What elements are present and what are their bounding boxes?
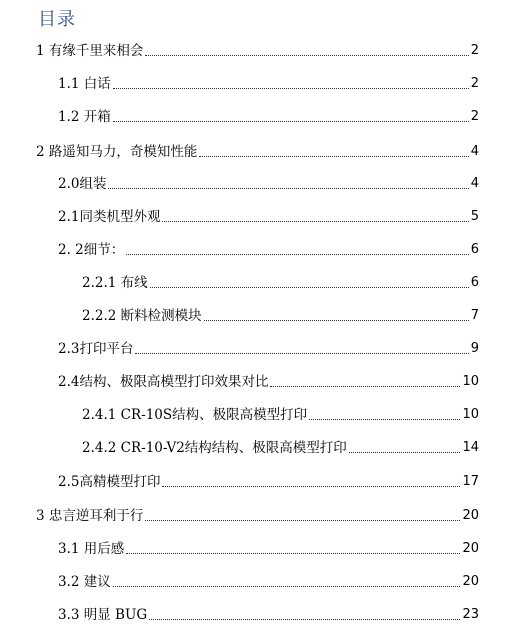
toc-entry-2-4-1[interactable] bbox=[82, 402, 479, 424]
toc-entry-label: 2.4.1 CR-10S结构、极限高模型打印 bbox=[82, 407, 308, 423]
dot-leader bbox=[135, 353, 468, 354]
toc-entry-2-4[interactable] bbox=[58, 369, 479, 391]
toc-entry-page: 5 bbox=[470, 209, 479, 224]
toc-entry-2-3[interactable] bbox=[58, 336, 479, 358]
toc-entry-page: 20 bbox=[462, 574, 479, 589]
dot-leader bbox=[145, 520, 460, 521]
dot-leader bbox=[108, 188, 468, 189]
toc-entry-label: 3.2 建议 bbox=[58, 574, 111, 590]
toc-entry-label: 1 有缘千里来相会 bbox=[36, 43, 144, 59]
toc-entry-page: 2 bbox=[470, 109, 479, 124]
toc-entry-2[interactable] bbox=[36, 139, 479, 161]
toc-title: 目录 bbox=[38, 9, 76, 30]
dot-leader bbox=[126, 254, 468, 255]
toc-entry-page: 20 bbox=[462, 508, 479, 523]
dot-leader bbox=[145, 55, 468, 56]
dot-leader bbox=[113, 586, 461, 587]
toc-entry-page: 14 bbox=[462, 440, 479, 455]
toc-entry-2-1[interactable] bbox=[58, 204, 479, 226]
toc-entry-1[interactable] bbox=[36, 38, 479, 60]
toc-entry-page: 9 bbox=[470, 341, 479, 356]
toc-entry-2-0[interactable] bbox=[58, 171, 479, 193]
dot-leader bbox=[199, 156, 468, 157]
toc-entry-1-1[interactable] bbox=[58, 71, 479, 93]
toc-entry-label: 2.1同类机型外观 bbox=[58, 209, 161, 225]
toc-entry-page: 6 bbox=[470, 242, 479, 257]
toc-entry-3-3[interactable] bbox=[58, 602, 479, 624]
toc-entry-page: 4 bbox=[470, 176, 479, 191]
toc-entry-2-2[interactable] bbox=[58, 237, 479, 259]
dot-leader bbox=[149, 619, 460, 620]
toc-entry-3-2[interactable] bbox=[58, 569, 479, 591]
toc-entry-label: 2.0组装 bbox=[58, 176, 107, 192]
toc-entry-label: 1.1 白话 bbox=[58, 76, 111, 92]
dot-leader bbox=[113, 88, 469, 89]
toc-entry-page: 4 bbox=[470, 144, 479, 159]
dot-leader bbox=[204, 320, 469, 321]
toc-entry-page: 10 bbox=[462, 374, 479, 389]
dot-leader bbox=[162, 221, 468, 222]
dot-leader bbox=[113, 121, 469, 122]
toc-entry-label: 3.1 用后感 bbox=[58, 541, 125, 557]
toc-entry-page: 2 bbox=[470, 43, 479, 58]
toc-entry-label: 2.5高精模型打印 bbox=[58, 474, 161, 490]
toc-entry-label: 3.3 明显 BUG bbox=[58, 607, 148, 623]
toc-entry-2-2-2[interactable] bbox=[82, 303, 479, 325]
toc-entry-label: 1.2 开箱 bbox=[58, 109, 111, 125]
toc-entry-page: 23 bbox=[462, 607, 479, 622]
toc-entry-label: 2.3打印平台 bbox=[58, 341, 134, 357]
toc-entry-2-4-2[interactable] bbox=[82, 435, 479, 457]
toc-entry-label: 2.4.2 CR-10-V2结构结构、极限高模型打印 bbox=[82, 440, 347, 456]
toc-entry-page: 10 bbox=[462, 407, 479, 422]
toc-entry-3[interactable] bbox=[36, 503, 479, 525]
dot-leader bbox=[126, 553, 460, 554]
toc-entry-page: 2 bbox=[470, 76, 479, 91]
toc-entry-3-1[interactable] bbox=[58, 536, 479, 558]
toc-entry-label: 2 路遥知马力，奇模知性能 bbox=[36, 144, 198, 160]
dot-leader bbox=[270, 386, 460, 387]
dot-leader bbox=[150, 287, 469, 288]
toc-entry-label: 2.2.1 布线 bbox=[82, 275, 148, 291]
toc-entry-page: 6 bbox=[470, 275, 479, 290]
toc-entry-2-2-1[interactable] bbox=[82, 270, 479, 292]
dot-leader bbox=[349, 452, 461, 453]
toc-entry-2-5[interactable] bbox=[58, 469, 479, 491]
toc-entry-label: 2.4结构、极限高模型打印效果对比 bbox=[58, 374, 269, 390]
toc-entry-label: 3 忠言逆耳利于行 bbox=[36, 508, 144, 524]
toc-entry-page: 17 bbox=[462, 474, 479, 489]
toc-entry-page: 20 bbox=[462, 541, 479, 556]
dot-leader bbox=[309, 419, 460, 420]
toc-entry-1-2[interactable] bbox=[58, 104, 479, 126]
toc-entry-page: 7 bbox=[470, 308, 479, 323]
dot-leader bbox=[162, 486, 460, 487]
toc-entry-label: 2. 2细节： bbox=[58, 242, 125, 258]
toc-entry-label: 2.2.2 断料检测模块 bbox=[82, 308, 202, 324]
